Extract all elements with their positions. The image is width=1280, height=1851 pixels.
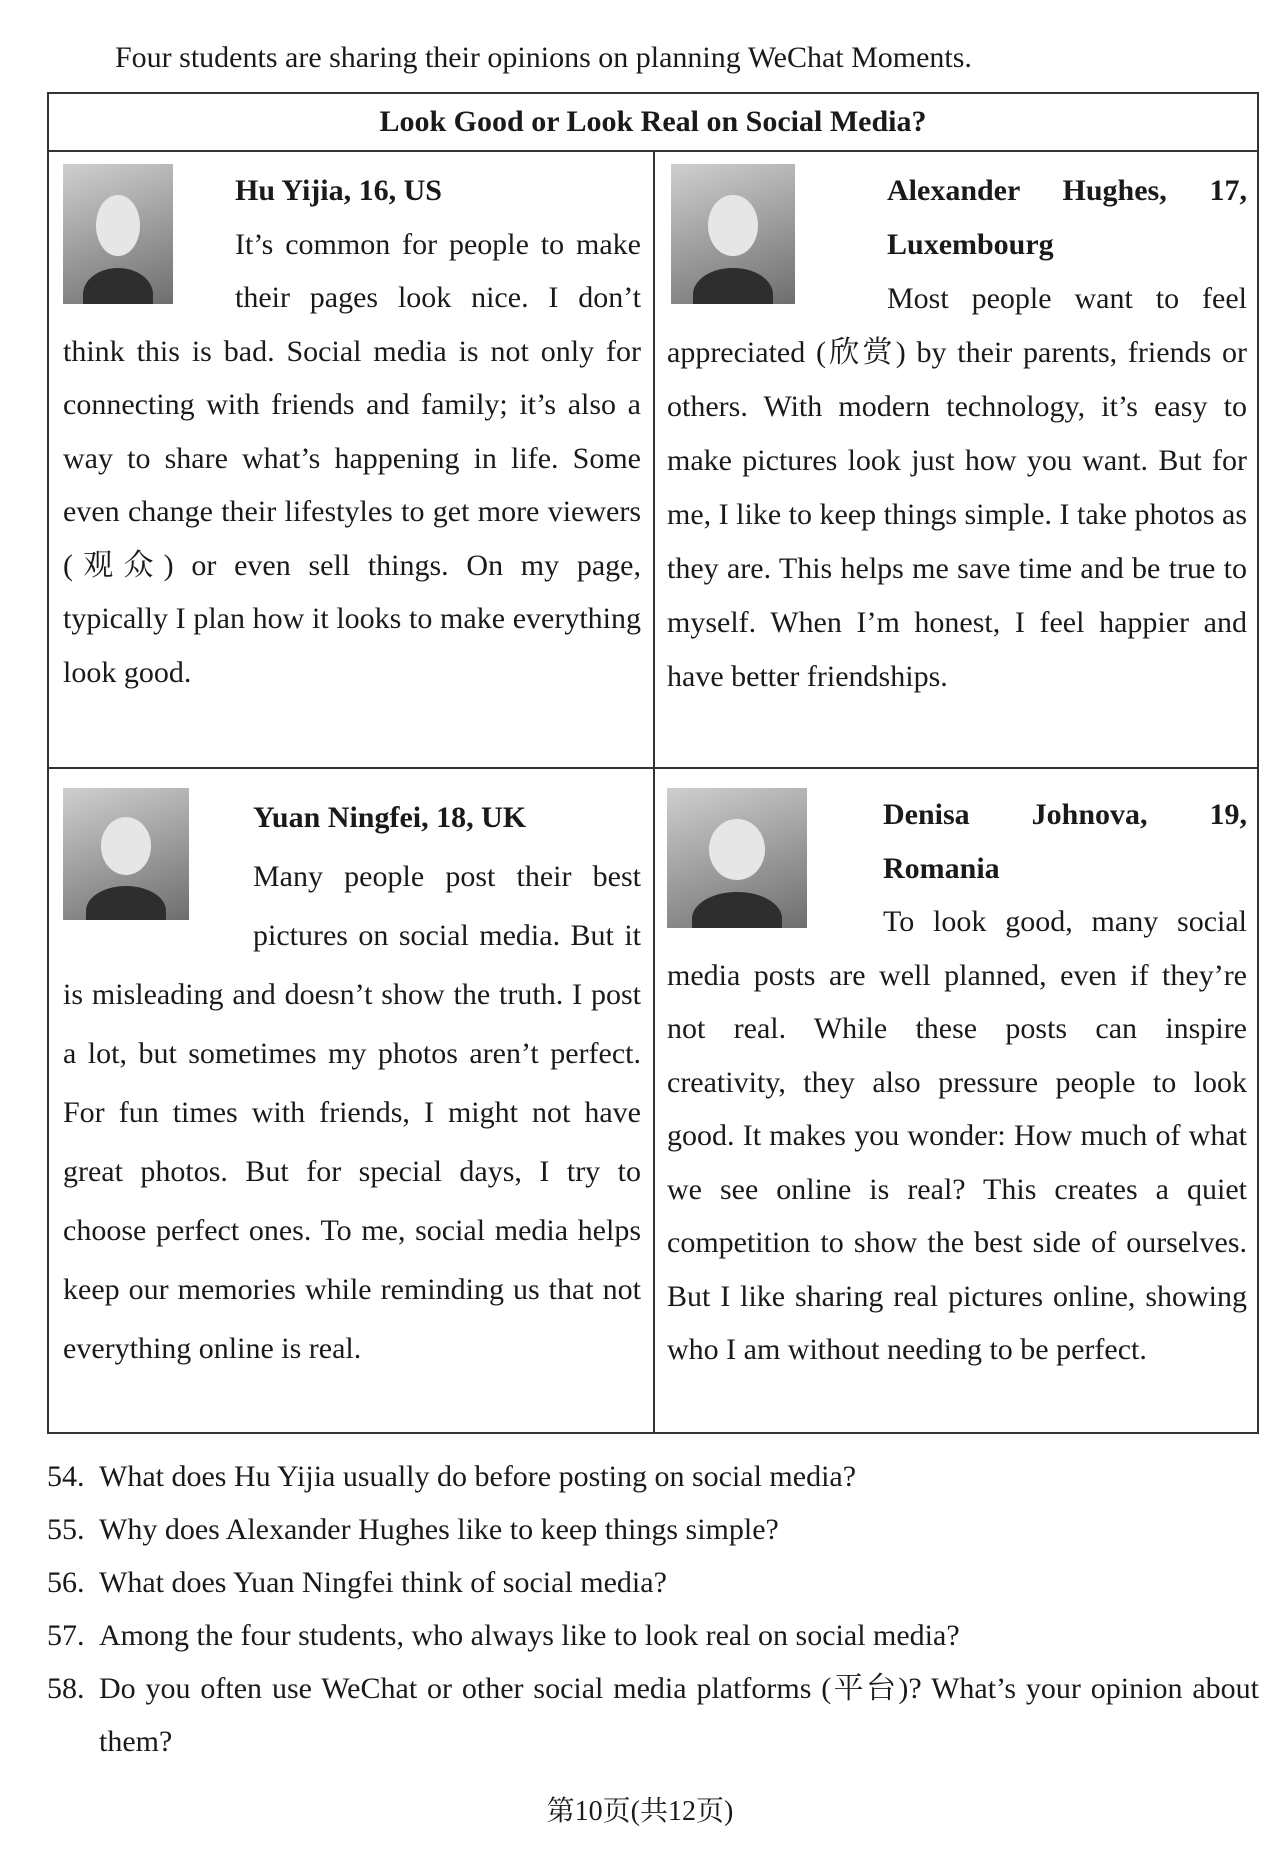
question-text: Do you often use WeChat or other social media platforms (平台)? What’s your opinion about them? [99, 1672, 1259, 1758]
question-number: 56. [47, 1566, 85, 1599]
question-number: 57. [47, 1619, 85, 1652]
question-text: Why does Alexander Hughes like to keep things simple? [99, 1513, 779, 1546]
question-text: What does Yuan Ningfei think of social media? [99, 1566, 667, 1599]
student-card-hu-yijia [63, 164, 641, 699]
question-text: What does Hu Yijia usually do before posting on social media? [99, 1460, 857, 1493]
question-item [47, 1609, 1259, 1662]
page-footer: 第10页(共12页) [546, 1796, 734, 1827]
student-photo [63, 788, 189, 920]
student-opinion: To look good, many social media posts are well planned, even if they’re not real. While these posts can inspire creativity, they also pressure people to look good. It makes you wonder: How much of what we see online is real? This creates a quiet competition to show the best side of ourselves. But I like sharing real pictures online, showing who I am without needing to be perfect. [667, 905, 1247, 1366]
question-list [47, 1450, 1259, 1768]
question-item [47, 1503, 1259, 1556]
question-item [47, 1662, 1259, 1768]
question-item [47, 1556, 1259, 1609]
student-opinion: Many people post their best pictures on social media. But it is misleading and doesn’t show the truth. I post a lot, but sometimes my photos aren’t perfect. For fun times with friends, I might not have great photos. But for special days, I try to choose perfect ones. To me, social media helps keep our memories while reminding us that not everything online is real. [63, 860, 641, 1365]
student-name: Alexander Hughes, 17, Luxembourg [887, 174, 1247, 261]
student-opinion: It’s common for people to make their pages look nice. I don’t think this is bad. Social media is not only for connecting with friends and family; it’s also a way to share what’s happening in life. Some even change their lifestyles to get more viewers (观众) or even sell things. On my page, typically I plan how it looks to make everything look good. [63, 227, 641, 689]
student-card-alexander-hughes [667, 164, 1247, 704]
question-item [47, 1450, 1259, 1503]
student-name: Hu Yijia, 16, US [235, 174, 442, 207]
student-photo [671, 164, 795, 304]
intro-text: Four students are sharing their opinions on planning WeChat Moments. [115, 41, 972, 74]
opinions-table [47, 92, 1259, 1434]
student-card-yuan-ningfei [63, 788, 641, 1378]
student-photo [63, 164, 173, 304]
row-divider [49, 767, 1257, 769]
question-text: Among the four students, who always like to look real on social media? [99, 1619, 960, 1652]
table-title: Look Good or Look Real on Social Media? [49, 94, 1257, 152]
student-card-denisa-johnova [667, 788, 1247, 1377]
column-divider [653, 150, 655, 1432]
question-number: 58. [47, 1672, 85, 1705]
question-number: 55. [47, 1513, 85, 1546]
student-photo [667, 788, 807, 928]
student-opinion: Most people want to feel appreciated (欣赏) by their parents, friends or others. With modern technology, it’s easy to make pictures look just how you want. But for me, I like to keep things simple. I take photos as they are. This helps me save time and be true to myself. When I’m honest, I feel happier and have better friendships. [667, 282, 1247, 693]
question-number: 54. [47, 1460, 85, 1493]
student-name: Denisa Johnova, 19, Romania [883, 798, 1247, 885]
student-name: Yuan Ningfei, 18, UK [253, 801, 527, 834]
